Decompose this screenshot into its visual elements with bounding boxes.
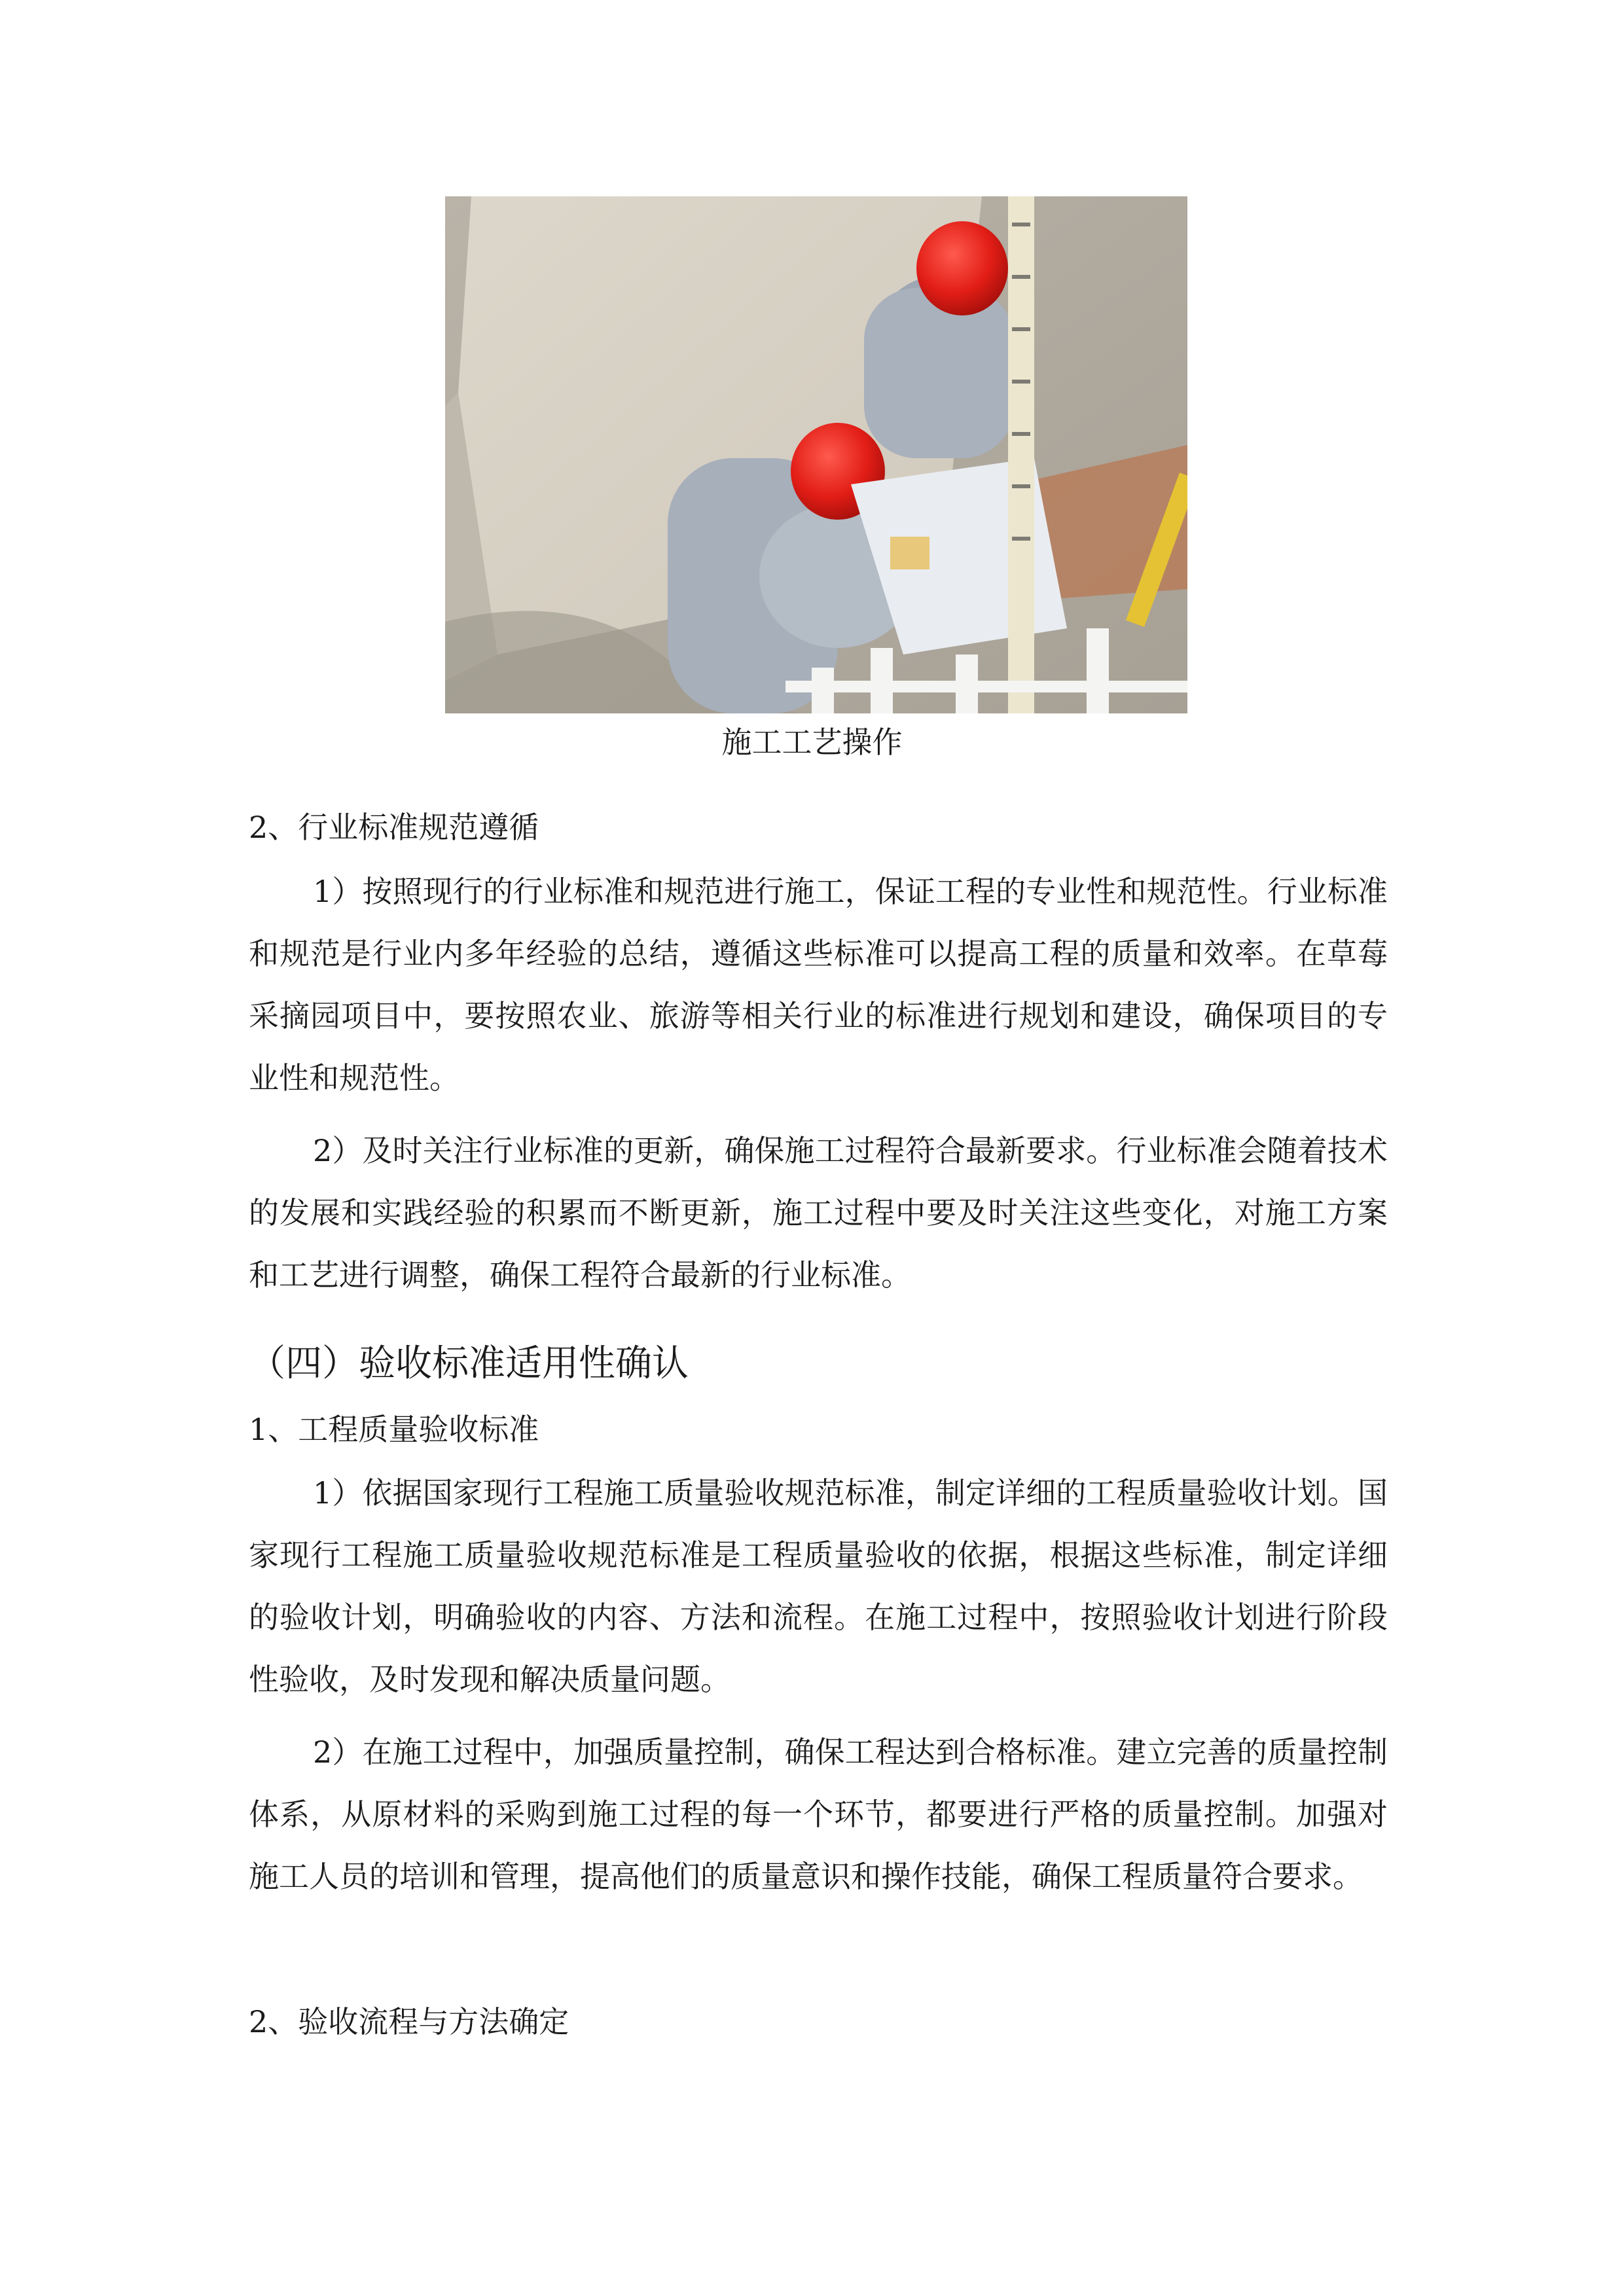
construction-workers-photo-icon [445, 196, 1187, 713]
figure-caption: 施工工艺操作 [721, 725, 903, 760]
chapter-heading-acceptance: （四）验收标准适用性确认 [249, 1342, 689, 1385]
section-heading-quality-acceptance: 1、工程质量验收标准 [249, 1412, 539, 1447]
paragraph-industry-standards-1: 1）按照现行的行业标准和规范进行施工，保证工程的专业性和规范性。行业标准和规范是行业内多年经验的总结，遵循这些标准可以提高工程的质量和效率。在草莓采摘园项目中，要按照农业、旅游等相关行业的标准进行规划和建设，确保项目的专业性和规范性。 [249, 874, 1388, 1096]
paragraph-quality-acceptance-1: 1）依据国家现行工程施工质量验收规范标准，制定详细的工程质量验收计划。国家现行工程施工质量验收规范标准是工程质量验收的依据，根据这些标准，制定详细的验收计划，明确验收的内容、方法和流程。在施工过程中，按照验收计划进行阶段性验收，及时发现和解决质量问题。 [249, 1475, 1388, 1697]
construction-photo [445, 196, 1187, 713]
section-body-quality-acceptance [249, 1462, 1388, 1908]
section-body-industry-standards [249, 861, 1388, 1306]
section-heading-acceptance-process: 2、验收流程与方法确定 [249, 2004, 569, 2039]
paragraph-industry-standards-2: 2）及时关注行业标准的更新，确保施工过程符合最新要求。行业标准会随着技术的发展和实践经验的积累而不断更新，施工过程中要及时关注这些变化，对施工方案和工艺进行调整，确保工程符合最新的行业标准。 [249, 1133, 1388, 1293]
section-heading-industry-standards: 2、行业标准规范遵循 [249, 810, 539, 845]
paragraph-quality-acceptance-2: 2）在施工过程中，加强质量控制，确保工程达到合格标准。建立完善的质量控制体系，从原材料的采购到施工过程的每一个环节，都要进行严格的质量控制。加强对施工人员的培训和管理，提高他们的质量意识和操作技能，确保工程质量符合要求。 [249, 1734, 1388, 1894]
